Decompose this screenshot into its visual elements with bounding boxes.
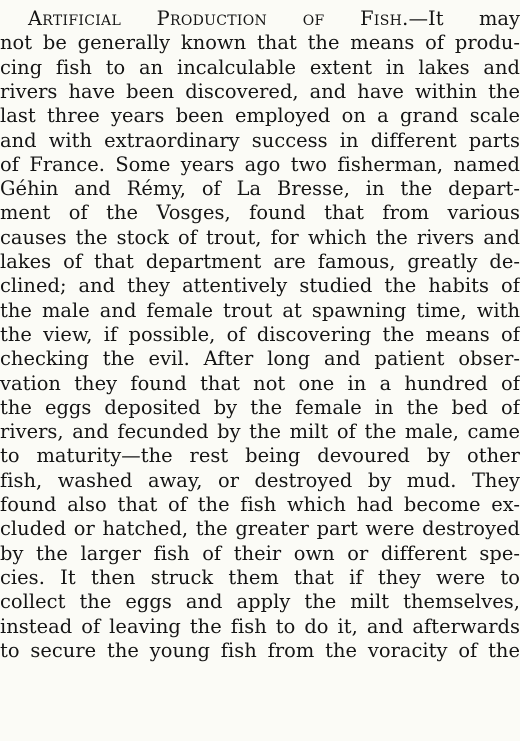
- article-line-27: to secure the young fish from the voracity of the: [0, 638, 520, 662]
- article-line-4: rivers have been discovered, and have within the: [0, 79, 520, 103]
- article-line-14: the view, if possible, of discovering the means of: [0, 322, 520, 346]
- article-line-20: fish, washed away, or destroyed by mud. They: [0, 468, 520, 492]
- article-line-21: found also that of the fish which had become ex-: [0, 493, 520, 516]
- article-line-25: collect the eggs and apply the milt themselves,: [0, 590, 520, 614]
- article-line-24: cies. It then struck them that if they were to: [0, 565, 520, 589]
- article-line-8: Géhin and Rémy, of La Bresse, in the depart-: [0, 177, 520, 201]
- article-line-23: by the larger fish of their own or different spe-: [0, 541, 520, 565]
- article-heading: Artificial Production of Fish.: [28, 7, 409, 30]
- article-line-9: ment of the Vosges, found that from various: [0, 201, 520, 225]
- article-line-18: rivers, and fecunded by the milt of the male, came: [0, 420, 520, 444]
- article-line-3: cing fish to an incalculable extent in lakes and: [0, 55, 520, 79]
- article-line-7: of France. Some years ago two fisherman, named: [0, 152, 520, 176]
- article-line-1: [0, 6, 520, 31]
- article-line-16: vation they found that not one in a hundred of: [0, 371, 520, 395]
- article-line-13: the male and female trout at spawning time, with: [0, 298, 520, 322]
- article-line-1-text: —It may: [408, 7, 520, 30]
- article-line-26: instead of leaving the fish to do it, and afterwards: [0, 614, 520, 638]
- article-line-11: lakes of that department are famous, greatly de-: [0, 250, 520, 273]
- article-line-19: to maturity—the rest being devoured by other: [0, 444, 520, 468]
- article-line-2: not be generally known that the means of produ-: [0, 31, 520, 55]
- article-line-12: clined; and they attentively studied the habits of: [0, 274, 520, 298]
- article-line-22: cluded or hatched, the greater part were destroyed: [0, 517, 520, 541]
- article-line-17: the eggs deposited by the female in the bed of: [0, 395, 520, 419]
- article-line-6: and with extraordinary success in different parts: [0, 128, 520, 152]
- article-line-10: causes the stock of trout, for which the rivers and: [0, 225, 520, 249]
- article-line-15: checking the evil. After long and patient obser-: [0, 347, 520, 371]
- article-line-5: last three years been employed on a grand scale: [0, 104, 520, 128]
